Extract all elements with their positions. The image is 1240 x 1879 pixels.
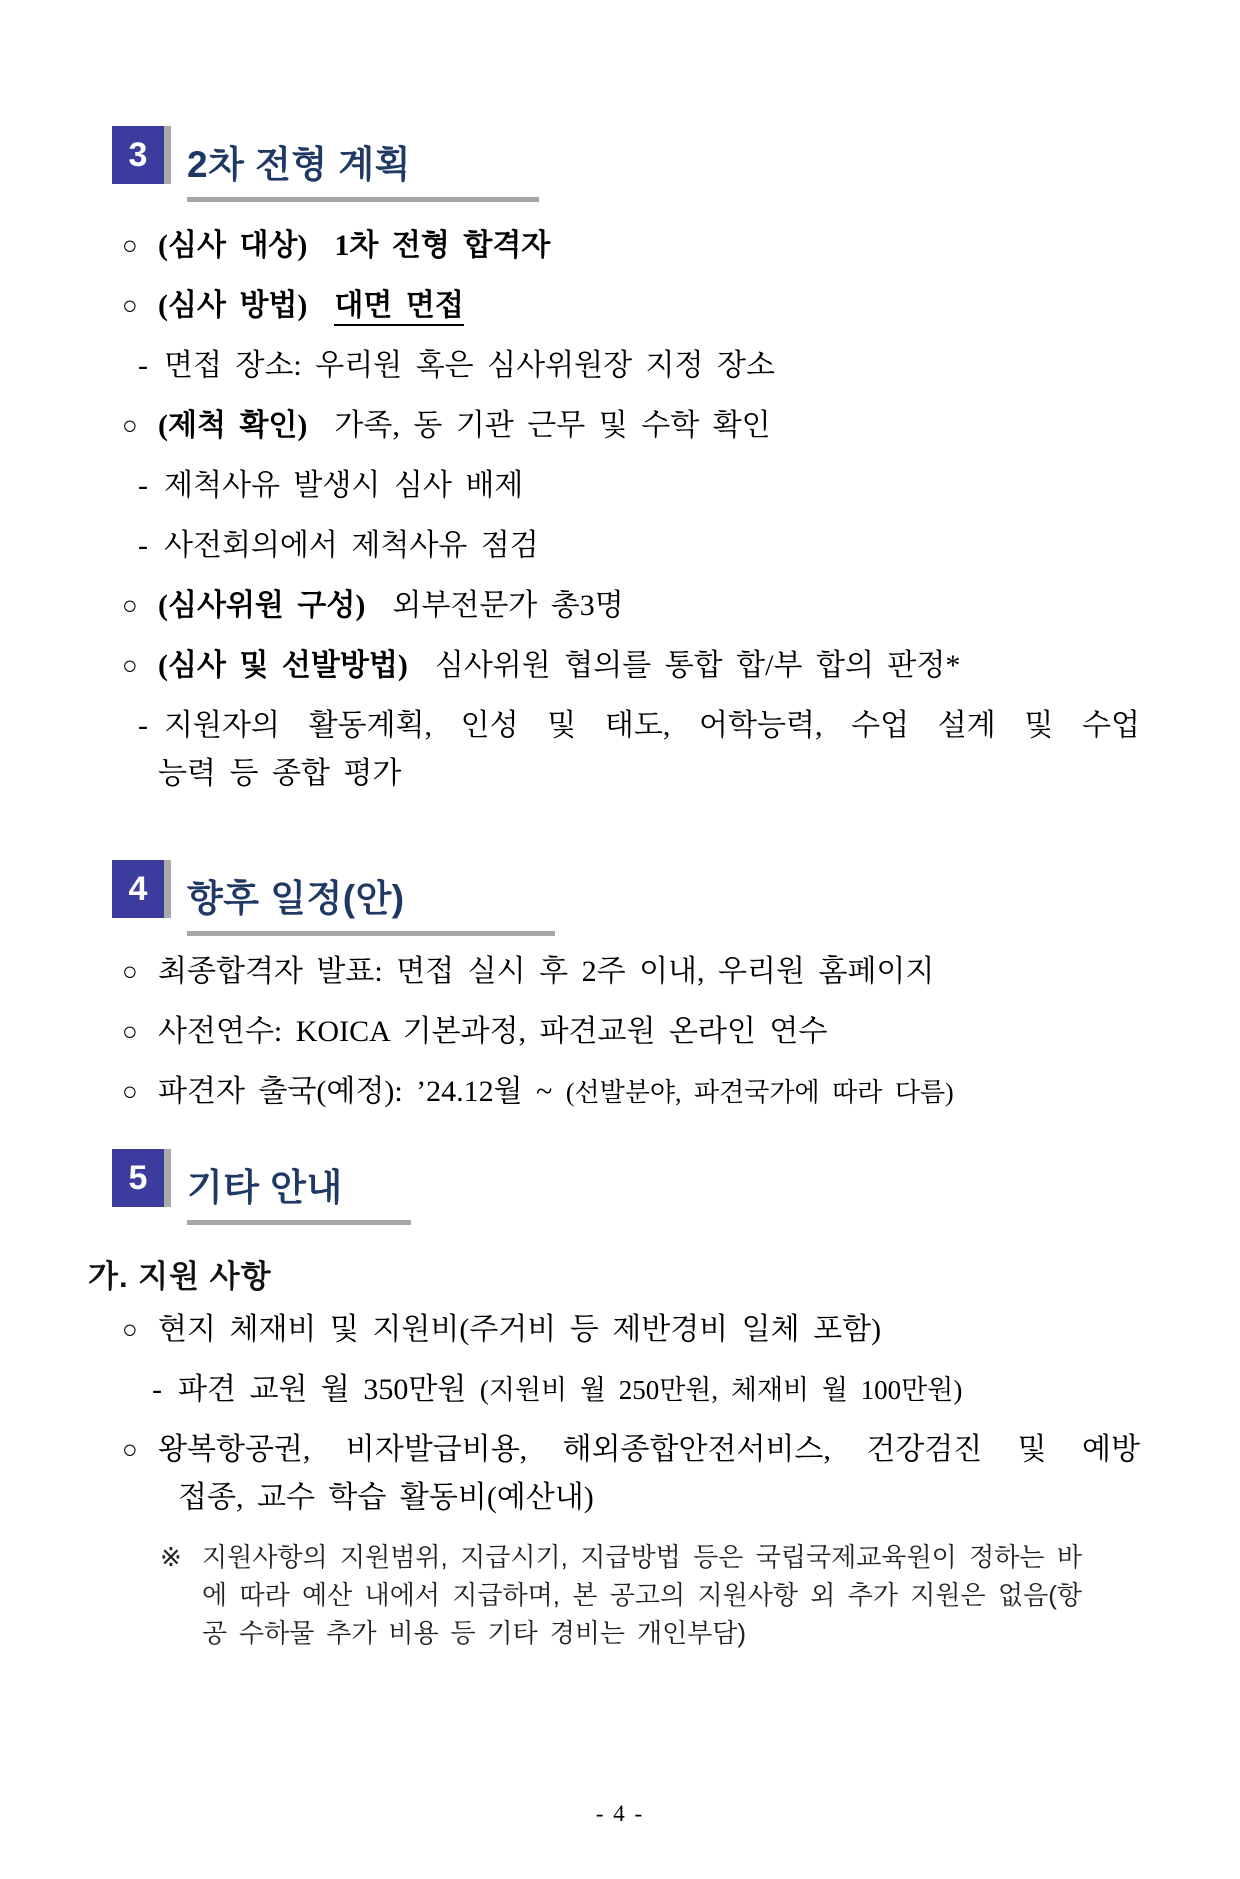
dash-bullet-marker: -: [138, 529, 148, 562]
item-value-underlined: 대면 면접: [334, 289, 463, 326]
item-value: 파견 교원 월 350만원: [178, 1373, 467, 1406]
list-item: [112, 646, 1140, 686]
list-subitem: [112, 526, 1140, 566]
item-label: (심사위원 구성): [158, 589, 366, 622]
circle-bullet-marker: ○: [122, 957, 138, 986]
section-5-number-badge: 5: [112, 1149, 171, 1207]
list-subitem-continuation: [112, 754, 1140, 794]
circle-bullet-marker: ○: [122, 1077, 138, 1106]
list-item-text: 지원자의 활동계획, 인성 및 태도, 어학능력, 수업 설계 및 수업: [164, 709, 1140, 742]
list-item-continuation: [112, 1478, 1140, 1518]
section-3-body: [112, 226, 1140, 794]
list-item: [112, 1072, 1140, 1113]
section-5-title-wrap: [187, 1149, 411, 1225]
page-number: - 4 -: [595, 1801, 645, 1826]
note-marker: ※: [160, 1542, 182, 1572]
list-subitem: [112, 346, 1140, 386]
dash-bullet-marker: -: [138, 709, 148, 742]
section-3-title-underline: [187, 197, 539, 202]
list-subitem: [112, 1370, 1140, 1410]
list-item-text: 왕복항공권, 비자발급비용, 해외종합안전서비스, 건강검진 및 예방: [158, 1433, 1140, 1466]
list-item-text: [158, 286, 1140, 326]
list-item: [112, 1012, 1140, 1052]
circle-bullet-marker: ○: [122, 1315, 138, 1344]
item-note: (선발분야, 파견국가에 따라 다름): [565, 1078, 954, 1107]
section-4-body: [112, 952, 1140, 1113]
list-item-text: 제척사유 발생시 심사 배제: [164, 469, 524, 502]
list-item-text: [158, 1072, 1140, 1113]
list-item-text: 사전회의에서 제척사유 점검: [164, 529, 539, 562]
circle-bullet-marker: ○: [122, 1017, 138, 1046]
list-item-text: 현지 체재비 및 지원비(주거비 등 제반경비 일체 포함): [158, 1313, 882, 1346]
dash-bullet-marker: -: [152, 1373, 162, 1406]
item-value: 외부전문가 총3명: [392, 589, 624, 622]
list-item: [112, 586, 1140, 626]
item-label: (제척 확인): [158, 409, 308, 442]
list-item-text: [158, 406, 1140, 446]
circle-bullet-marker: ○: [122, 291, 138, 320]
item-label: (심사 방법): [158, 289, 308, 322]
dash-bullet-marker: -: [138, 349, 148, 382]
list-item-text: [158, 586, 1140, 626]
list-item: [112, 286, 1140, 326]
item-label: (심사 대상): [158, 229, 308, 262]
section-4-number-badge: 4: [112, 860, 171, 918]
list-item: [112, 1310, 1140, 1350]
document-page: [0, 126, 1240, 1879]
list-item-text: [158, 646, 1140, 686]
section-4-header: [112, 860, 1140, 936]
list-item: [112, 226, 1140, 266]
list-item: [112, 406, 1140, 446]
item-value: 심사위원 협의를 통합 합/부 합의 판정*: [434, 649, 961, 682]
circle-bullet-marker: ○: [122, 231, 138, 260]
item-label: (심사 및 선발방법): [158, 649, 408, 682]
subsection-heading: 가. 지원 사항: [88, 1259, 272, 1294]
list-item-text: 최종합격자 발표: 면접 실시 후 2주 이내, 우리원 홈페이지: [158, 955, 935, 988]
section-5-title: 기타 안내: [187, 1167, 343, 1208]
page-content: [0, 126, 1240, 1652]
list-item-text: [178, 1370, 1140, 1410]
list-item-text: 사전연수: KOICA 기본과정, 파견교원 온라인 연수: [158, 1015, 828, 1048]
list-item-text: 면접 장소: 우리원 혹은 심사위원장 지정 장소: [164, 349, 775, 382]
section-4-title: 향후 일정(안): [187, 878, 405, 919]
note-text: 지원사항의 지원범위, 지급시기, 지급방법 등은 국립국제교육원이 정하는 바에 따라 예산 내에서 지급하며, 본 공고의 지원사항 외 추가 지원은 없음(항공 수하물 추가 비용 등 기타 경비는 개인부담): [202, 1542, 1082, 1648]
item-note: (지원비 월 250만원, 체재비 월 100만원): [479, 1375, 963, 1405]
list-item-text: [158, 226, 1140, 266]
section-5-header: [112, 1149, 1140, 1225]
reference-note: [112, 1538, 1140, 1652]
section-3-header: [112, 126, 1140, 202]
item-value: 1차 전형 합격자: [334, 229, 551, 262]
section-5-title-underline: [187, 1220, 411, 1225]
circle-bullet-marker: ○: [122, 1435, 138, 1464]
section-3-title: 2차 전형 계획: [187, 144, 411, 185]
section-4-title-underline: [187, 931, 555, 936]
list-item: [112, 1430, 1140, 1470]
list-item: [112, 952, 1140, 992]
item-value: 파견자 출국(예정): ’24.12월 ~: [158, 1075, 553, 1108]
list-subitem: [112, 706, 1140, 746]
list-subitem: [112, 466, 1140, 506]
list-item-text: 접종, 교수 학습 활동비(예산내): [178, 1481, 594, 1514]
section-4-title-wrap: [187, 860, 555, 936]
section-5-body: [112, 1310, 1140, 1652]
section-3-title-wrap: [187, 126, 539, 202]
section-3-number-badge: 3: [112, 126, 171, 184]
circle-bullet-marker: ○: [122, 591, 138, 620]
circle-bullet-marker: ○: [122, 651, 138, 680]
dash-bullet-marker: -: [138, 469, 148, 502]
item-value: 가족, 동 기관 근무 및 수학 확인: [334, 409, 771, 442]
list-item-text: 능력 등 종합 평가: [158, 757, 402, 790]
circle-bullet-marker: ○: [122, 411, 138, 440]
